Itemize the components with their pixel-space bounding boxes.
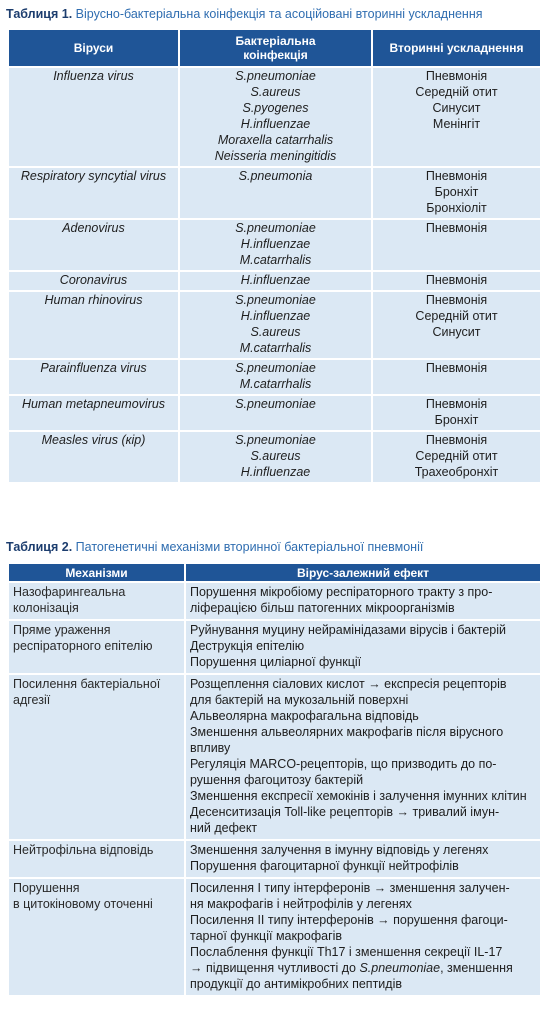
bacteria-cell — [178, 292, 371, 358]
complication-name: Бронхіоліт — [426, 201, 487, 215]
effect-text: Посилення ІІ типу інтерферонів → порушення фагоци- — [190, 913, 508, 927]
mechanism-text: Назофарингеальна — [13, 585, 126, 599]
complications-cell — [371, 432, 540, 482]
effect-text: Руйнування муцину нейрамінідазами вірусів і бактерій — [190, 623, 507, 637]
table-row — [9, 621, 540, 673]
complication-name: Середній отит — [415, 449, 498, 463]
table-row — [9, 841, 540, 877]
effect-text: Регуляція MARCO-рецепторів, що призводить до по- — [190, 757, 497, 771]
complication-name: Пневмонія — [425, 397, 488, 411]
effect-text: Порушення фагоцитарної функції нейтрофілів — [190, 859, 459, 873]
coinfection-table — [9, 28, 540, 484]
mechanism-text: Порушення — [13, 881, 80, 895]
organism-name: S.pneumoniae — [359, 961, 441, 975]
effect-text: Порушення циліарної функції — [190, 655, 362, 669]
effect-text: Десенситизація Toll-like рецепторів → тривалий імун- — [190, 805, 500, 819]
complications-cell — [371, 168, 540, 218]
virus-cell: Adenovirus — [9, 220, 178, 270]
effect-text: Послаблення функції Th17 і зменшення секреції IL-17 — [190, 945, 503, 959]
complications-cell — [371, 272, 540, 290]
bacteria-name: Moraxella catarrhalis — [217, 133, 334, 147]
bacteria-name: M.catarrhalis — [239, 253, 312, 267]
table-row — [9, 360, 540, 394]
header-virus-effect: Вірус-залежний ефект — [184, 564, 540, 581]
bacteria-name: M.catarrhalis — [239, 341, 312, 355]
effect-cell — [184, 841, 540, 877]
effect-text: тарної функції макрофагів — [190, 929, 343, 943]
table1-label: Таблиця 1. — [6, 7, 73, 21]
effect-text: Порушення мікробіому респіраторного тракту з про- — [190, 585, 493, 599]
virus-cell: Human metapneumovirus — [9, 396, 178, 430]
mechanism-cell — [9, 675, 184, 839]
bacteria-name: Neisseria meningitidis — [214, 149, 337, 163]
header-bacterial-coinfection: Бактеріальна коінфекція — [178, 30, 371, 66]
effect-text: Деструкція епітелію — [190, 639, 305, 653]
mechanisms-table — [9, 562, 540, 997]
complications-cell — [371, 220, 540, 270]
complication-name: Середній отит — [415, 85, 498, 99]
effect-text: ня макрофагів і нейтрофілів у легенях — [190, 897, 412, 911]
bacteria-cell — [178, 432, 371, 482]
complication-name: Пневмонія — [425, 69, 488, 83]
effect-text: продукції до антимікробних пептидів — [190, 977, 402, 991]
table-row — [9, 583, 540, 619]
effect-text: Альвеолярна макрофагальна відповідь — [190, 709, 419, 723]
bacteria-name: S.pyogenes — [242, 101, 309, 115]
mechanism-text: в цитокіновому оточенні — [13, 897, 153, 911]
bacteria-name: S.aureus — [250, 85, 301, 99]
virus-cell: Measles virus (кір) — [9, 432, 178, 482]
bacteria-name: S.pneumoniae — [235, 361, 316, 375]
effect-text: ний дефект — [190, 821, 258, 835]
complication-name: Пневмонія — [425, 273, 488, 287]
mechanism-cell — [9, 583, 184, 619]
bacteria-name: S.pneumoniae — [235, 433, 316, 447]
complication-name: Пневмонія — [425, 221, 488, 235]
virus-cell: Human rhinovirus — [9, 292, 178, 358]
virus-cell: Respiratory syncytial virus — [9, 168, 178, 218]
bacteria-cell — [178, 168, 371, 218]
bacteria-cell — [178, 360, 371, 394]
bacteria-name: S.pneumonia — [238, 169, 313, 183]
table-row — [9, 675, 540, 839]
table2-title: Патогенетичні механізми вторинної бактеріальної пневмонії — [75, 540, 424, 554]
complication-name: Бронхіт — [434, 185, 479, 199]
bacteria-name: H.influenzae — [240, 237, 311, 251]
bacteria-cell — [178, 272, 371, 290]
complication-name: Пневмонія — [425, 361, 488, 375]
bacteria-name: S.pneumoniae — [235, 221, 316, 235]
mechanism-cell — [9, 879, 184, 995]
table-row — [9, 292, 540, 358]
mechanism-text: респіраторного епітелію — [13, 639, 153, 653]
effect-text: впливу — [190, 741, 231, 755]
complications-cell — [371, 360, 540, 394]
virus-cell: Influenza virus — [9, 68, 178, 166]
table-row — [9, 432, 540, 482]
complication-name: Пневмонія — [425, 433, 488, 447]
bacteria-cell — [178, 220, 371, 270]
effect-cell — [184, 583, 540, 619]
effect-text: ліферацією більш патогенних мікроорганізмів — [190, 601, 455, 615]
complication-name: Менінгіт — [432, 117, 481, 131]
mechanism-text: колонізація — [13, 601, 79, 615]
bacteria-name: S.pneumoniae — [235, 293, 316, 307]
bacteria-name: M.catarrhalis — [239, 377, 312, 391]
virus-cell: Coronavirus — [9, 272, 178, 290]
table-row — [9, 396, 540, 430]
header-mechanisms: Механізми — [9, 564, 184, 581]
bacteria-name: S.aureus — [250, 449, 301, 463]
mechanism-text: адгезії — [13, 693, 51, 707]
bacteria-name: S.aureus — [250, 325, 301, 339]
table2-caption — [6, 539, 423, 555]
effect-text: Посилення І типу інтерферонів → зменшення залучен- — [190, 881, 510, 895]
table2-label: Таблиця 2. — [6, 540, 73, 554]
effect-text: Зменшення залучення в імунну відповідь у легенях — [190, 843, 489, 857]
virus-cell: Parainfluenza virus — [9, 360, 178, 394]
effect-text: Розщеплення сіалових кислот → експресія рецепторів — [190, 677, 507, 691]
bacteria-name: H.influenzae — [240, 309, 311, 323]
complication-name: Трахеобронхіт — [414, 465, 499, 479]
complications-cell — [371, 292, 540, 358]
table-row — [9, 220, 540, 270]
bacteria-name: H.influenzae — [240, 273, 311, 287]
table-row — [9, 168, 540, 218]
header-complications: Вторинні ускладнення — [371, 30, 540, 66]
table1-title: Вірусно-бактеріальна коінфекція та асоційовані вторинні ускладнення — [75, 7, 483, 21]
complication-name: Бронхіт — [434, 413, 479, 427]
table-row — [9, 272, 540, 290]
table-row — [9, 68, 540, 166]
effect-text: Зменшення альвеолярних макрофагів після вірусного — [190, 725, 504, 739]
effect-text: для бактерій на мукозальній поверхні — [190, 693, 409, 707]
complication-name: Пневмонія — [425, 293, 488, 307]
effect-text: Зменшення експресії хемокінів і залучення імунних клітин — [190, 789, 527, 803]
bacteria-name: H.influenzae — [240, 465, 311, 479]
effect-cell — [184, 879, 540, 995]
effect-text: рушення фагоцитозу бактерій — [190, 773, 364, 787]
mechanism-text: Пряме ураження — [13, 623, 111, 637]
mechanism-text: Нейтрофільна відповідь — [13, 843, 154, 857]
mechanism-cell — [9, 621, 184, 673]
mechanism-text: Посилення бактеріальної — [13, 677, 161, 691]
complications-cell — [371, 396, 540, 430]
mechanism-cell — [9, 841, 184, 877]
complication-name: Синусит — [432, 325, 481, 339]
complications-cell — [371, 68, 540, 166]
table-row — [9, 879, 540, 995]
complication-name: Середній отит — [415, 309, 498, 323]
table1-caption — [6, 6, 483, 22]
bacteria-cell — [178, 68, 371, 166]
complication-name: Синусит — [432, 101, 481, 115]
bacteria-name: S.pneumoniae — [235, 397, 316, 411]
complication-name: Пневмонія — [425, 169, 488, 183]
bacteria-cell — [178, 396, 371, 430]
header-viruses: Віруси — [9, 30, 178, 66]
bacteria-name: S.pneumoniae — [235, 69, 316, 83]
bacteria-name: H.influenzae — [240, 117, 311, 131]
effect-cell — [184, 621, 540, 673]
effect-cell — [184, 675, 540, 839]
effect-text: → підвищення чутливості до S.pneumoniae, зменшення — [190, 961, 513, 975]
